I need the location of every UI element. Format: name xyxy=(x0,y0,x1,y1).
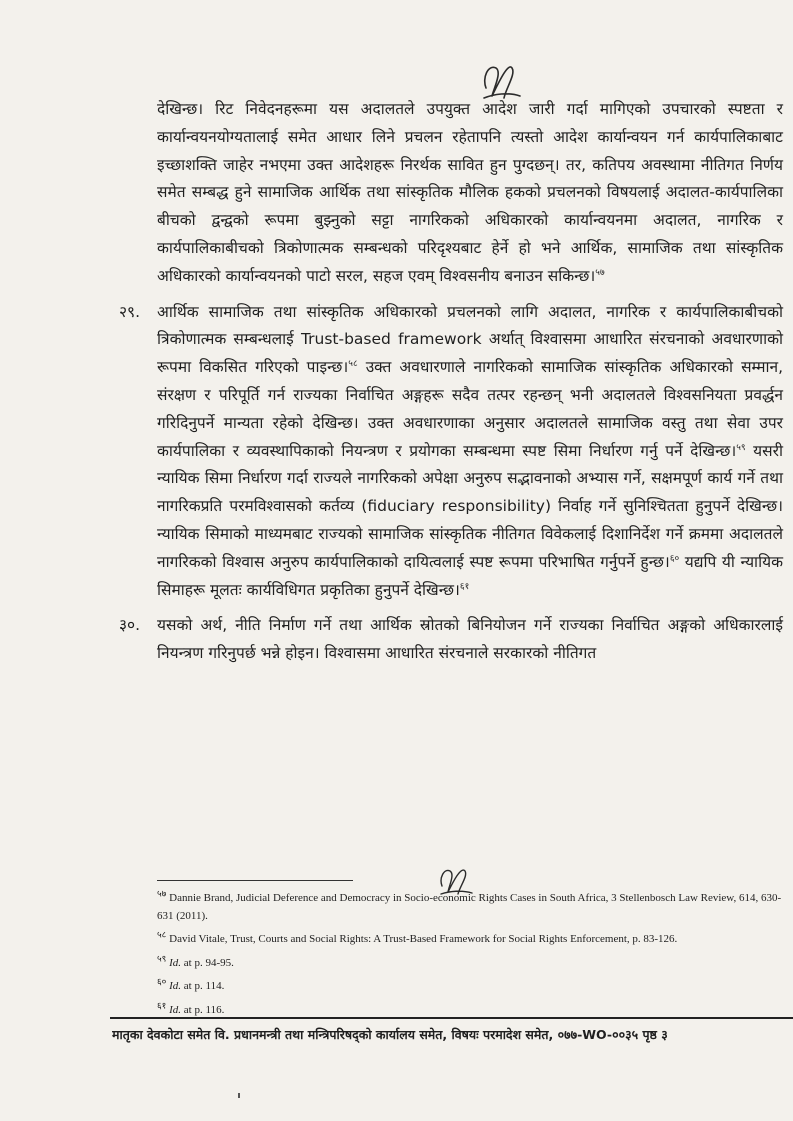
footnote-60 xyxy=(157,978,783,996)
footnote-id: Id. xyxy=(169,1003,182,1016)
footer-divider xyxy=(110,1017,793,1019)
footnote-number: ५९ xyxy=(157,952,167,963)
footnote-ref: ६० xyxy=(669,553,680,564)
paragraph-text: यद्यपि यी न्यायिक सिमाहरू मूलतः कार्यविधिगत प्रकृतिका हुनुपर्ने देखिन्छ। xyxy=(157,552,783,599)
paragraph-number: २९. xyxy=(119,302,141,321)
paragraph-text: उक्त अवधारणाले नागरिकको सामाजिक सांस्कृतिक अधिकारको सम्मान, संरक्षण र परिपूर्ति गर्न राज्यका निर्वाचित अङ्गहरू सदैव तत्पर रहन्छन् भनी अदालतले विश्वसनियता प्रवर्द्धन गरिदिनुपर्ने मान्यता रहेको देखिन्छ। उक्त अवधारणाका अनुसार अदालतले सामाजिक वस्तु तथा सेवा उपर कार्यपालिका र व्यवस्थापिकाको नियन्त्रण र प्रयोगका सम्बन्धमा स्पष्ट सिमा निर्धारण गर्नु पर्ने देखिन्छ। xyxy=(157,358,784,460)
footnotes xyxy=(157,890,783,1025)
paragraph-30 xyxy=(119,612,783,668)
footnote-number: ५८ xyxy=(157,929,167,940)
footnote-text: at p. 94-95. xyxy=(181,956,234,969)
paragraph-text: यसरी न्यायिक सिमा निर्धारण गर्दा राज्यले नागरिकको अपेक्षा अनुरुप सद्भावनाको अभ्यास गर्ने, सक्षमपूर्ण कार्य गर्ने तथा नागरिकप्रति परमविश्वासको कर्तव्य (fiduciary responsibility) निर्वाह गर्ने सुनिश्चितता हुनुपर्ने देखिन्छ। न्यायिक सिमाको माध्यमबाट राज्यको सामाजिक सांस्कृतिक नीतिगत विवेकलाई दिशानिर्देश गर्ने क्रममा अदालतले नागरिकको विश्वास अनुरुप कार्यपालिकाको दायित्वलाई स्पष्ट रूपमा परिभाषित गर्नुपर्ने हुन्छ। xyxy=(157,441,784,571)
footnote-text: at p. 116. xyxy=(181,1003,225,1016)
footnote-number: ५७ xyxy=(157,888,167,899)
footnote-number: ६१ xyxy=(157,999,167,1010)
paragraph-29 xyxy=(119,299,784,605)
body-text xyxy=(119,96,784,668)
footnote-58 xyxy=(157,931,783,949)
paragraph-text: देखिन्छ। रिट निवेदनहरूमा यस अदालतले उपयुक्त आदेश जारी गर्दा मागिएको उपचारको स्पष्टता र कार्यान्वयनयोग्यतालाई समेत आधार लिने प्रचलन रहेतापनि त्यस्तो आदेश कार्यान्वयन गर्न कार्यपालिकाबाट इच्छाशक्ति जाहेर नभएमा उक्त आदेशहरू निरर्थक सावित हुन पुग्दछन्। तर, कतिपय अवस्थामा नीतिगत निर्णय समेत सम्बद्ध हुने सामाजिक आर्थिक तथा सांस्कृतिक मौलिक हकको प्रचलनको विषयलाई अदालत-कार्यपालिका बीचको द्वन्द्वको रूपमा बुझ्नुको सट्टा नागरिकको अधिकारको कार्यान्वयनमा अदालत, नागरिक र कार्यपालिकाबीचको त्रिकोणात्मक सम्बन्धको परिदृश्यबाट हेर्ने हो भने आर्थिक, सामाजिक तथा सांस्कृतिक अधिकारको कार्यान्वयनको पाटो सरल, सहज एवम् विश्वसनीय बनाउन सकिन्छ। xyxy=(157,100,783,285)
footnote-ref: ६१ xyxy=(459,581,470,592)
paragraph-number: ३०. xyxy=(119,616,141,635)
page-footer: मातृका देवकोटा समेत वि. प्रधानमन्त्री तथा मन्त्रिपरिषद्को कार्यालय समेत, विषयः परमादेश समेत, ०७७-WO-००३५ पृष्ठ ३ xyxy=(112,1027,668,1042)
footnote-59 xyxy=(157,952,783,973)
footnote-text: at p. 114. xyxy=(181,980,225,992)
footnote-ref: ५७ xyxy=(595,267,605,278)
paragraph-text: आर्थिक सामाजिक तथा सांस्कृतिक अधिकारको प्रचलनको लागि अदालत, नागरिक र कार्यपालिकाबीचको त्रिकोणात्मक सम्बन्धलाई Trust-based framework अर्थात् विश्वासमा आधारित संरचनाको अवधारणाको रूपमा विकसित गरिएको पाइन्छ। xyxy=(157,302,783,377)
footnote-number: ६० xyxy=(157,976,167,987)
footnote-57 xyxy=(157,890,783,925)
scan-mark xyxy=(238,1093,240,1098)
paragraph-continued xyxy=(157,96,783,291)
footnote-ref: ५८ xyxy=(348,359,358,370)
footnote-id: Id. xyxy=(169,980,182,992)
footnote-text: Dannie Brand, Judicial Deference and Democracy in Socio-economic Rights Cases in South Africa, 3 Stellenbosch Law Review, 614, 630-631 (2011). xyxy=(157,892,782,922)
footnote-text: David Vitale, Trust, Courts and Social Rights: A Trust-Based Framework for Social Rights Enforcement, p. 83-126. xyxy=(169,933,678,945)
paragraph-text: यसको अर्थ, नीति निर्माण गर्ने तथा आर्थिक स्रोतको बिनियोजन गर्ने राज्यका निर्वाचित अङ्गको अधिकारलाई नियन्त्रण गरिनुपर्छ भन्ने होइन। विश्वासमा आधारित संरचनाले सरकारको नीतिगत xyxy=(157,616,783,663)
footnote-id: Id. xyxy=(169,956,182,969)
footnote-divider xyxy=(157,880,353,881)
footnote-ref: ५९ xyxy=(736,442,746,453)
